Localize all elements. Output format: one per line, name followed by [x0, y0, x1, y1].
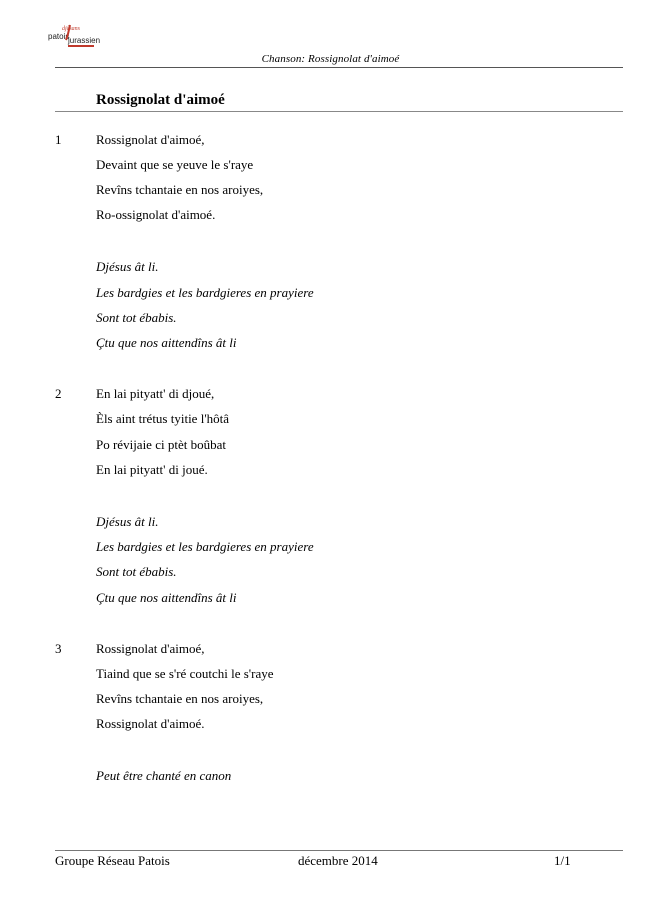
logo-word-2: jurassien	[68, 36, 101, 45]
verse-line: Ro-ossignolat d'aimoé.	[96, 207, 216, 222]
verse-line: Po révijaie ci ptèt boûbat	[96, 437, 226, 452]
verse-line: Rossignolat d'aimoé,	[96, 641, 205, 656]
verse-line: Rossignolat d'aimoé,	[96, 132, 205, 147]
header-divider	[55, 67, 623, 68]
logo-word-1: patois	[48, 32, 70, 41]
header-title: Chanson: Rossignolat d'aimoé	[261, 53, 400, 65]
footer-organization: Groupe Réseau Patois	[55, 853, 170, 868]
verse-number: 2	[55, 386, 62, 401]
refrain-line: Sont tot ébabis.	[96, 564, 177, 579]
refrain-line: Les bardgies et les bardgieres en prayiere	[96, 285, 314, 300]
refrain-line: Çtu que nos aittendîns ât li	[96, 335, 237, 350]
footer-page-number: 1/1	[554, 853, 571, 868]
verse-line: Rossignolat d'aimoé.	[96, 716, 205, 731]
refrain-line: Çtu que nos aittendîns ât li	[96, 590, 237, 605]
verse-line: En lai pityatt' di joué.	[96, 462, 208, 477]
verse-line: En lai pityatt' di djoué,	[96, 386, 215, 401]
verse-number: 1	[55, 132, 62, 147]
song-title: Rossignolat d'aimoé	[96, 92, 225, 108]
verse-line: Revîns tchantaie en nos aroiyes,	[96, 691, 264, 706]
logo-tag: djêsans	[62, 26, 80, 32]
verse-line: Tiaind que se s'ré coutchi le s'raye	[96, 666, 274, 681]
refrain-line: Sont tot ébabis.	[96, 310, 177, 325]
refrain-line: Les bardgies et les bardgieres en prayiere	[96, 539, 314, 554]
performance-note: Peut être chanté en canon	[96, 768, 232, 783]
patois-jurassien-logo	[48, 22, 110, 48]
verse-line: Èls aint trétus tyitie l'hôtâ	[96, 411, 230, 426]
title-divider	[55, 111, 623, 112]
footer-date: décembre 2014	[298, 853, 378, 868]
verse-line: Devaint que se yeuve le s'raye	[96, 157, 254, 172]
verse-line: Revîns tchantaie en nos aroiyes,	[96, 182, 264, 197]
verse-number: 3	[55, 641, 62, 656]
footer-divider	[55, 850, 623, 851]
refrain-line: Djésus ât li.	[96, 259, 159, 274]
refrain-line: Djésus ât li.	[96, 514, 159, 529]
